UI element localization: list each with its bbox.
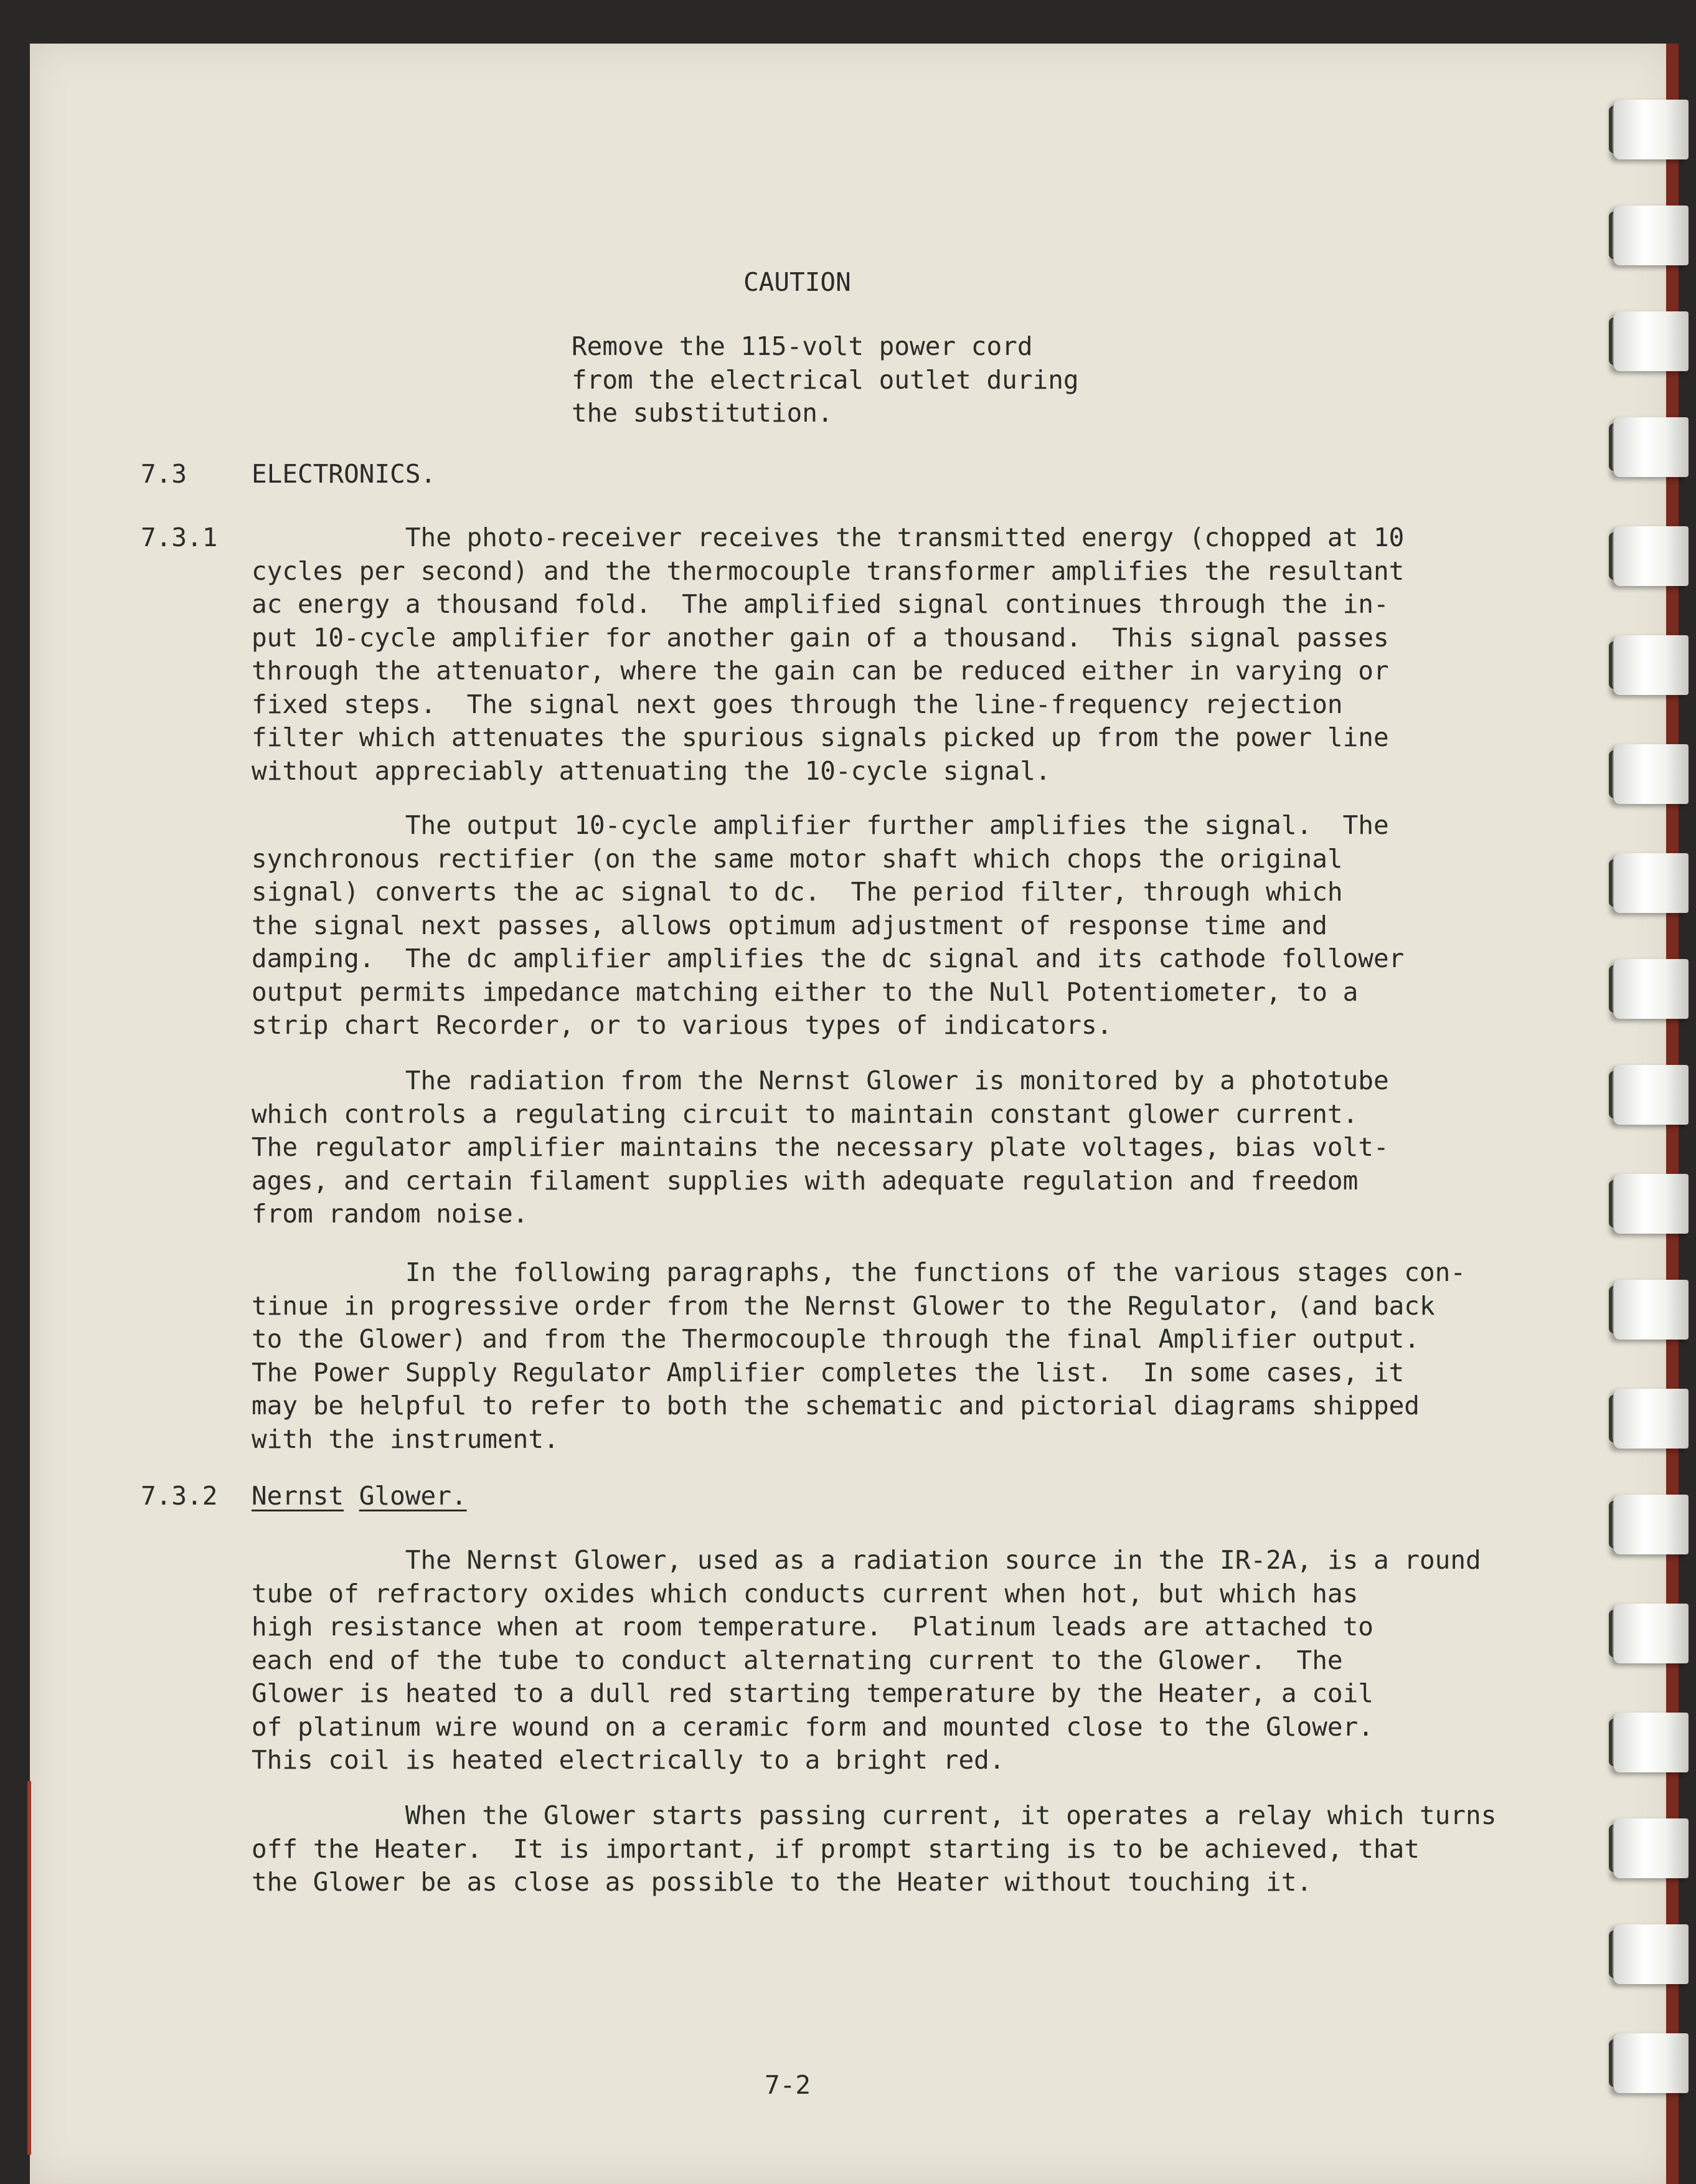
text-line: ac energy a thousand fold. The amplified signal continues through the in-	[252, 589, 1389, 619]
caution-line: Remove the 115-volt power cord	[572, 331, 1033, 361]
text-line: which controls a regulating circuit to maintain constant glower current.	[252, 1099, 1359, 1129]
page-number: 7-2	[765, 2070, 811, 2100]
paragraph	[252, 1800, 1497, 1900]
text-line: Glower is heated to a dull red starting temperature by the Heater, a coil	[252, 1678, 1373, 1708]
text-line: off the Heater. It is important, if prompt starting is to be achieved, that	[252, 1833, 1420, 1864]
caution-line: the substitution.	[572, 398, 833, 428]
text-line: In the following paragraphs, the functions of the various stages con-	[252, 1257, 1466, 1287]
section-number-7-3-2: 7.3.2	[141, 1481, 218, 1511]
text-line: tinue in progressive order from the Nernst Glower to the Regulator, (and back	[252, 1290, 1435, 1321]
text-line: This coil is heated electrically to a bright red.	[252, 1745, 1005, 1775]
text-line: the Glower be as close as possible to the Heater without touching it.	[252, 1867, 1312, 1897]
heading-word: Nernst	[252, 1481, 344, 1511]
text-line: without appreciably attenuating the 10-cycle signal.	[252, 755, 1051, 786]
text-line: through the attenuator, where the gain can be reduced either in varying or	[252, 656, 1389, 686]
text-line: When the Glower starts passing current, it operates a relay which turns	[252, 1800, 1497, 1830]
text-line: to the Glower) and from the Thermocouple through the final Amplifier output.	[252, 1324, 1420, 1354]
text-line: each end of the tube to conduct alternating current to the Glower. The	[252, 1645, 1343, 1675]
text-line: The photo-receiver receives the transmitted energy (chopped at 10	[252, 522, 1405, 552]
text-line: the signal next passes, allows optimum adjustment of response time and	[252, 910, 1327, 940]
caution-text	[572, 331, 1132, 431]
text-line: The Nernst Glower, used as a radiation source in the IR-2A, is a round	[252, 1545, 1481, 1575]
text-line: The radiation from the Nernst Glower is monitored by a phototube	[252, 1066, 1389, 1095]
text-line: The output 10-cycle amplifier further amplifies the signal. The	[252, 810, 1389, 840]
caution-title: CAUTION	[743, 267, 851, 297]
text-line: may be helpful to refer to both the schematic and pictorial diagrams shipped	[252, 1391, 1420, 1421]
section-number-7-3-1: 7.3.1	[141, 522, 218, 552]
paragraph	[252, 1257, 1497, 1457]
text-line: of platinum wire wound on a ceramic form and mounted close to the Glower.	[252, 1711, 1373, 1742]
text-line: output permits impedance matching either to the Null Potentiometer, to a	[252, 976, 1359, 1007]
text-line: ages, and certain filament supplies with adequate regulation and freedom	[252, 1165, 1359, 1196]
paragraph	[252, 810, 1497, 1043]
text-line: damping. The dc amplifier amplifies the dc signal and its cathode follower	[252, 943, 1405, 973]
text-line: The regulator amplifier maintains the necessary plate voltages, bias volt-	[252, 1132, 1389, 1162]
text-line: put 10-cycle amplifier for another gain of a thousand. This signal passes	[252, 622, 1389, 653]
caution-line: from the electrical outlet during	[572, 364, 1079, 395]
paragraph	[252, 522, 1497, 788]
text-line: strip chart Recorder, or to various types of indicators.	[252, 1010, 1113, 1040]
text-line: fixed steps. The signal next goes through the line-frequency rejection	[252, 689, 1343, 719]
text-line: from random noise.	[252, 1199, 529, 1229]
text-line: signal) converts the ac signal to dc. The period filter, through which	[252, 877, 1343, 907]
section-number-7-3: 7.3	[141, 459, 187, 489]
text-line: cycles per second) and the thermocouple transformer amplifies the resultant	[252, 555, 1405, 586]
text-line: synchronous rectifier (on the same motor shaft which chops the original	[252, 843, 1343, 874]
text-line: filter which attenuates the spurious signals picked up from the power line	[252, 722, 1389, 752]
paragraph	[252, 1544, 1497, 1778]
text-line: The Power Supply Regulator Amplifier completes the list. In some cases, it	[252, 1357, 1405, 1387]
paragraph	[252, 1065, 1497, 1232]
heading-word: Glower.	[359, 1481, 467, 1511]
section-heading-electronics: ELECTRONICS.	[252, 459, 436, 489]
text-line: with the instrument.	[252, 1424, 559, 1454]
text-line: tube of refractory oxides which conducts current when hot, but which has	[252, 1578, 1359, 1609]
text-line: high resistance when at room temperature. Platinum leads are attached to	[252, 1612, 1373, 1642]
section-heading-nernst-glower	[252, 1480, 467, 1512]
